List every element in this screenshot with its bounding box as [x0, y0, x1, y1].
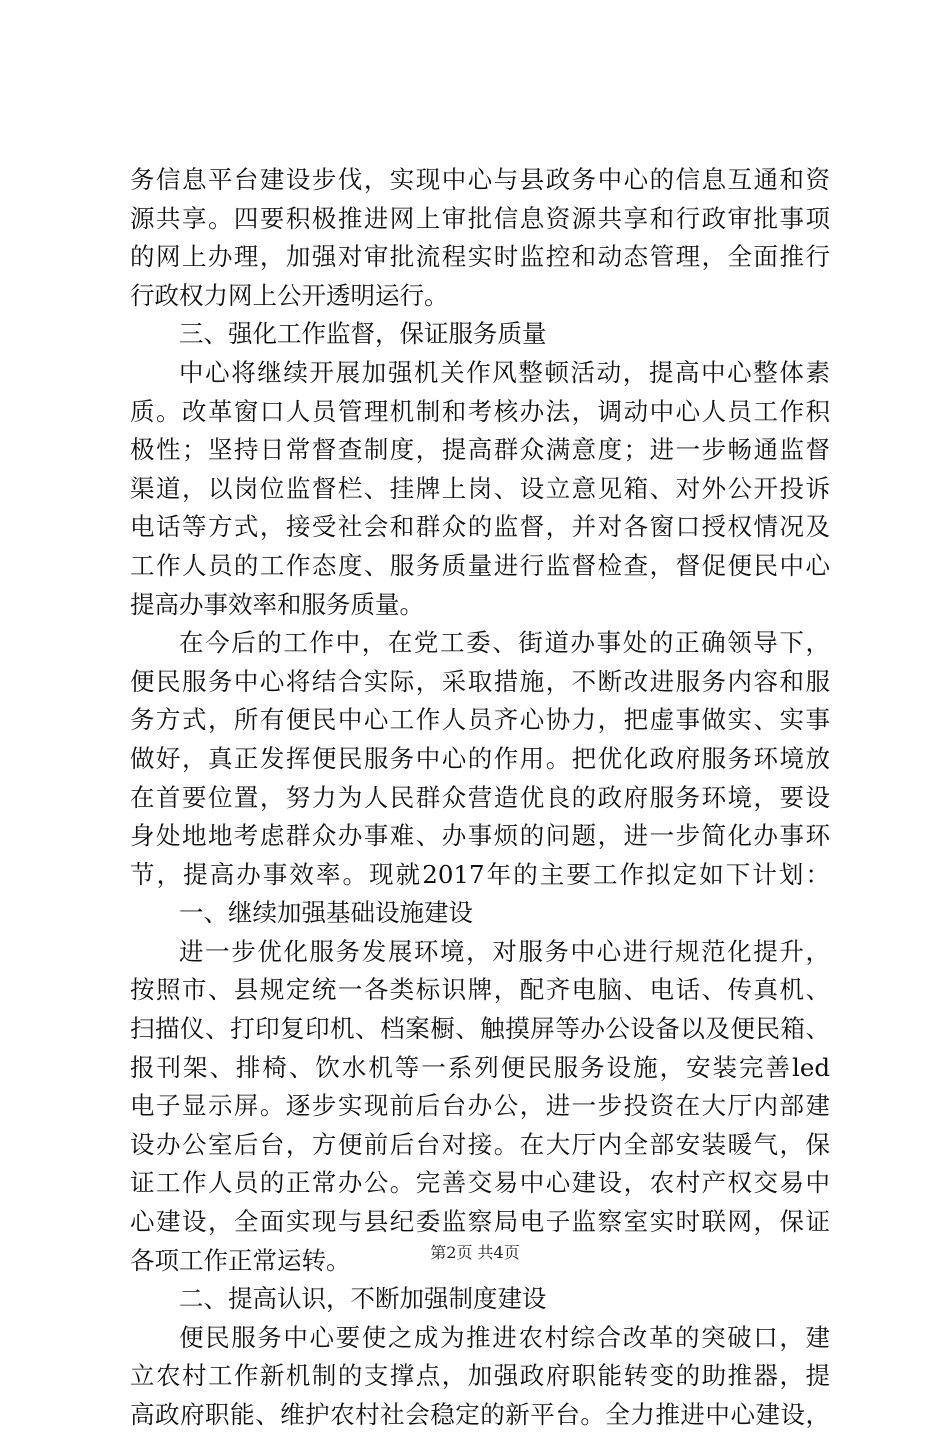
text-line: 务方式，所有便民中心工作人员齐心协力，把虚事做实、实事: [130, 705, 830, 735]
text-line: 便民服务中心要使之成为推进农村综合改革的突破口，建: [179, 1322, 830, 1352]
text-line: 按照市、县规定统一各类标识牌，配齐电脑、电话、传真机、: [130, 975, 830, 1005]
text-line: 节，提高办事效率。现就2017年的主要工作拟定如下计划：: [130, 859, 830, 889]
text-line: 立农村工作新机制的支撑点，加强政府职能转变的助推器，提: [130, 1361, 830, 1391]
text-line: 电子显示屏。逐步实现前后台办公，进一步投资在大厅内部建: [130, 1091, 830, 1121]
section-heading: 二、提高认识，不断加强制度建设: [179, 1284, 547, 1314]
text-line: 提高办事效率和服务质量。: [130, 589, 424, 619]
section-heading: 三、强化工作监督，保证服务质量: [179, 319, 547, 349]
text-line: 在今后的工作中，在党工委、街道办事处的正确领导下，: [179, 628, 830, 658]
text-line: 源共享。四要积极推进网上审批信息资源共享和行政审批事项: [130, 203, 830, 233]
text-line: 心建设，全面实现与县纪委监察局电子监察室实时联网，保证: [130, 1207, 830, 1237]
text-line: 行政权力网上公开透明运行。: [130, 280, 449, 310]
text-line: 便民服务中心将结合实际，采取措施，不断改进服务内容和服: [130, 666, 830, 696]
text-line: 电话等方式，接受社会和群众的监督，并对各窗口授权情况及: [130, 512, 830, 542]
text-line: 进一步优化服务发展环境，对服务中心进行规范化提升，: [179, 936, 830, 966]
text-line: 质。改革窗口人员管理机制和考核办法，调动中心人员工作积: [130, 396, 830, 426]
text-line: 各项工作正常运转。: [130, 1245, 351, 1275]
text-line: 工作人员的工作态度、服务质量进行监督检查，督促便民中心: [130, 550, 830, 580]
text-line: 报刊架、排椅、饮水机等一系列便民服务设施，安装完善led: [130, 1052, 830, 1082]
page-footer: 第2页 共4页: [430, 1243, 520, 1262]
text-line: 设办公室后台，方便前后台对接。在大厅内全部安装暖气，保: [130, 1129, 830, 1159]
text-line: 身处地地考虑群众办事难、办事烦的问题，进一步简化办事环: [130, 821, 830, 851]
text-line: 的网上办理，加强对审批流程实时监控和动态管理，全面推行: [130, 242, 830, 272]
section-heading: 一、继续加强基础设施建设: [179, 898, 473, 928]
text-line: 极性；坚持日常督查制度，提高群众满意度；进一步畅通监督: [130, 435, 830, 465]
text-line: 高政府职能、维护农村社会稳定的新平台。全力推进中心建设，: [130, 1400, 830, 1429]
text-line: 中心将继续开展加强机关作风整顿活动，提高中心整体素: [179, 357, 830, 387]
text-line: 渠道，以岗位监督栏、挂牌上岗、设立意见箱、对外公开投诉: [130, 473, 830, 503]
text-line: 务信息平台建设步伐，实现中心与县政务中心的信息互通和资: [130, 165, 830, 194]
text-line: 扫描仪、打印复印机、档案橱、触摸屏等办公设备以及便民箱、: [130, 1014, 830, 1044]
text-line: 证工作人员的正常办公。完善交易中心建设，农村产权交易中: [130, 1168, 830, 1198]
text-line: 做好，真正发挥便民服务中心的作用。把优化政府服务环境放: [130, 743, 830, 773]
text-line: 在首要位置，努力为人民群众营造优良的政府服务环境，要设: [130, 782, 830, 812]
